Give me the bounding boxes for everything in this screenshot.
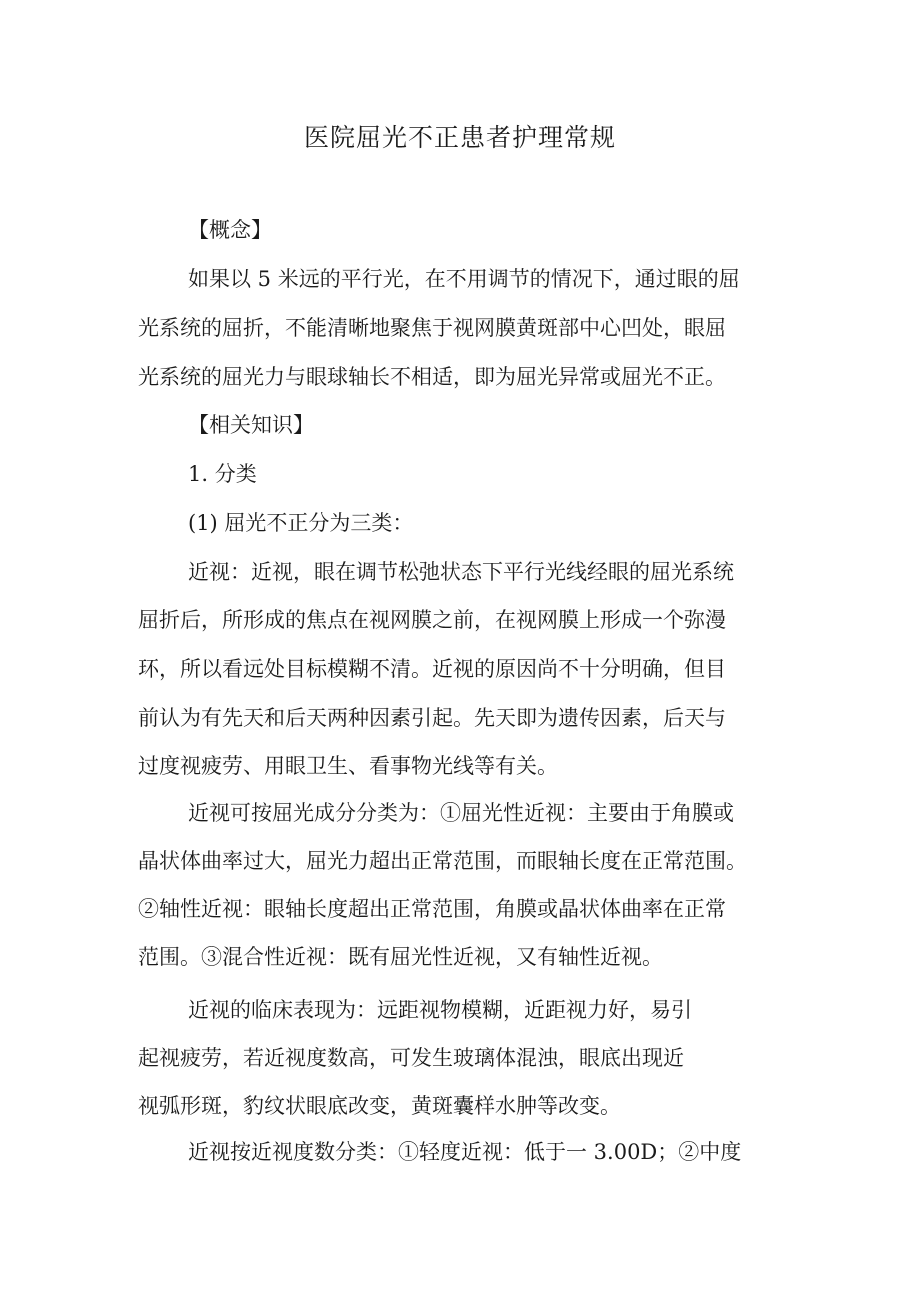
myopia-def-line-4: 前认为有先天和后天两种因素引起。先天即为遗传因素，后天与 [138,706,726,730]
concept-line-1: 如果以 5 米远的平行光，在不用调节的情况下，通过眼的屈 [188,267,740,291]
myopia-clinical-line-1: 近视的临床表现为：远距视物模糊，近距视力好，易引 [188,998,692,1022]
knowledge-heading: 【相关知识】 [188,413,314,437]
myopia-def-line-1: 近视：近视，眼在调节松弛状态下平行光线经眼的屈光系统 [188,560,734,584]
document-title: 医院屈光不正患者护理常规 [303,123,616,152]
myopia-clinical-line-2: 起视疲劳，若近视度数高，可发生玻璃体混浊，眼底出现近 [138,1046,684,1070]
concept-heading: 【概念】 [188,218,272,242]
myopia-types-line-4: 范围。③混合性近视：既有屈光性近视，又有轴性近视。 [138,945,663,969]
myopia-degree-line: 近视按近视度数分类：①轻度近视：低于一 3.00D；②中度 [188,1140,742,1164]
section-1-heading: 1. 分类 [188,462,257,486]
concept-line-3: 光系统的屈光力与眼球轴长不相适，即为屈光异常或屈光不正。 [138,365,726,389]
myopia-clinical-line-3: 视弧形斑，豹纹状眼底改变，黄斑囊样水肿等改变。 [138,1094,621,1118]
subsection-1-heading: (1) 屈光不正分为三类： [188,511,414,535]
myopia-types-line-2: 晶状体曲率过大，屈光力超出正常范围，而眼轴长度在正常范围。 [138,849,747,873]
concept-line-2: 光系统的屈折，不能清晰地聚焦于视网膜黄斑部中心凹处，眼屈 [138,316,726,340]
myopia-def-line-2: 屈折后，所形成的焦点在视网膜之前，在视网膜上形成一个弥漫 [138,608,726,632]
myopia-types-line-3: ②轴性近视：眼轴长度超出正常范围，角膜或晶状体曲率在正常 [138,897,726,921]
myopia-def-line-3: 环，所以看远处目标模糊不清。近视的原因尚不十分明确，但目 [138,657,726,681]
myopia-types-line-1: 近视可按屈光成分分类为：①屈光性近视：主要由于角膜或 [188,801,734,825]
myopia-def-line-5: 过度视疲劳、用眼卫生、看事物光线等有关。 [138,754,558,778]
